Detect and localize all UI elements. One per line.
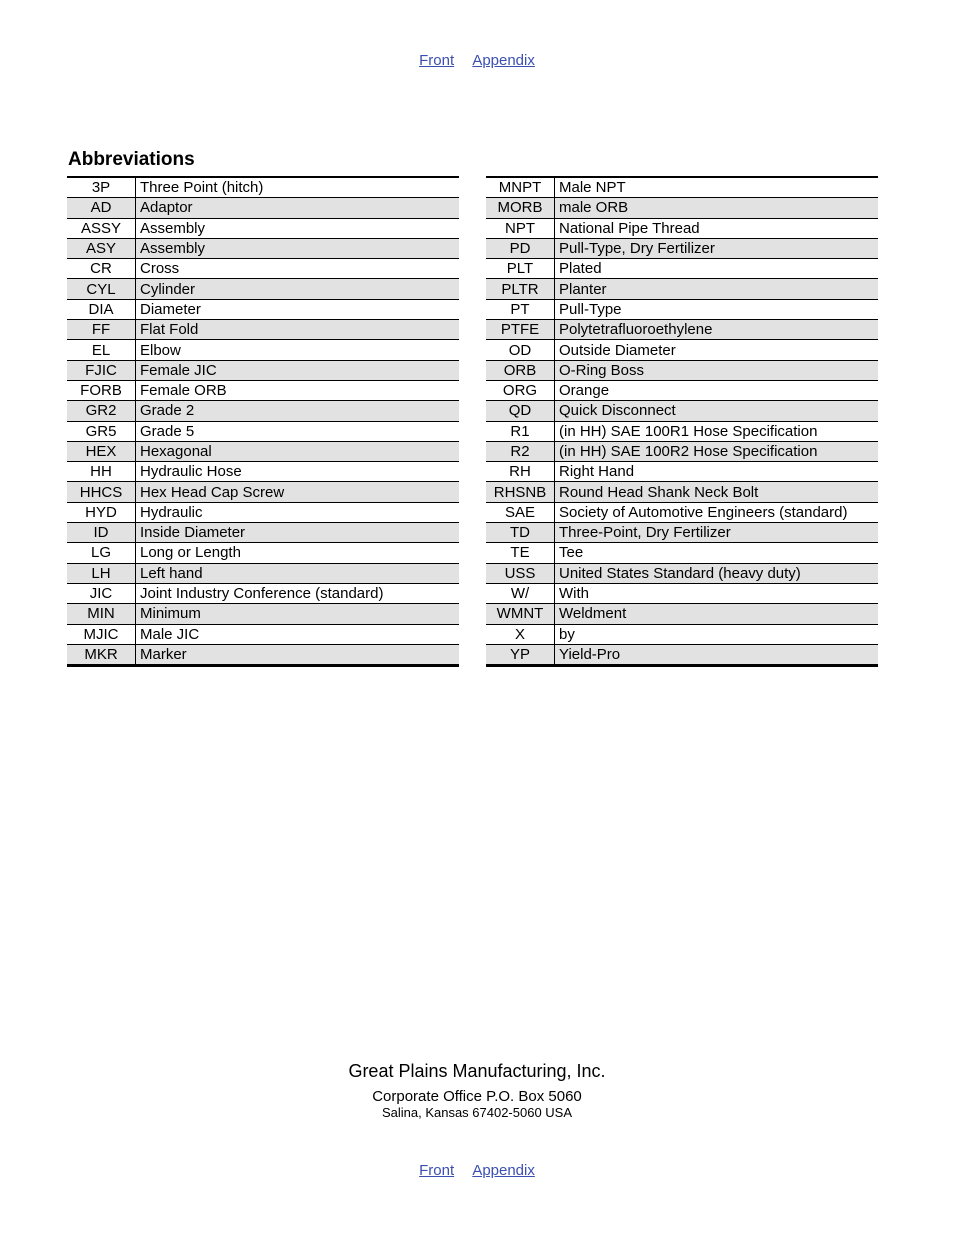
abbreviation-meaning: Right Hand [555,462,879,482]
abbreviation-code: RH [486,462,555,482]
abbreviation-meaning: Cylinder [136,279,460,299]
abbreviation-code: LG [67,543,136,563]
abbreviation-code: FF [67,320,136,340]
abbreviation-code: HHCS [67,482,136,502]
table-row [67,604,459,624]
abbreviation-meaning: Hexagonal [136,441,460,461]
abbreviation-meaning: Society of Automotive Engineers (standard) [555,502,879,522]
table-row [486,563,878,583]
table-row [67,462,459,482]
abbreviation-code: GR5 [67,421,136,441]
abbreviation-code: MJIC [67,624,136,644]
abbreviation-meaning: Joint Industry Conference (standard) [136,583,460,603]
abbreviation-meaning: Female JIC [136,360,460,380]
table-row [67,502,459,522]
table-row [67,299,459,319]
front-link[interactable]: Front [419,52,455,69]
table-row [486,238,878,258]
abbreviation-code: R2 [486,441,555,461]
table-row [67,441,459,461]
table-row [486,523,878,543]
abbreviation-code: PLTR [486,279,555,299]
abbreviation-meaning: Grade 5 [136,421,460,441]
abbreviation-meaning: Grade 2 [136,401,460,421]
abbreviation-code: HYD [67,502,136,522]
table-row [486,502,878,522]
table-row [67,624,459,644]
abbreviation-meaning: Outside Diameter [555,340,879,360]
table-row [486,421,878,441]
top-nav [0,52,954,69]
abbreviation-meaning: Assembly [136,238,460,258]
table-row [486,462,878,482]
abbreviation-meaning: Marker [136,644,460,665]
table-row [67,360,459,380]
abbreviation-code: PD [486,238,555,258]
abbreviation-code: YP [486,644,555,665]
abbreviation-meaning: Hex Head Cap Screw [136,482,460,502]
table-row [67,421,459,441]
table-row [67,644,459,665]
table-row [67,563,459,583]
abbreviation-meaning: (in HH) SAE 100R1 Hose Specification [555,421,879,441]
abbreviation-code: ID [67,523,136,543]
abbreviation-code: JIC [67,583,136,603]
abbreviation-code: ASY [67,238,136,258]
abbreviation-code: CR [67,259,136,279]
table-row [486,583,878,603]
abbreviation-meaning: O-Ring Boss [555,360,879,380]
abbreviation-code: ORG [486,380,555,400]
table-row [67,320,459,340]
table-row [67,177,459,198]
abbreviation-code: CYL [67,279,136,299]
abbreviation-code: TE [486,543,555,563]
abbreviation-meaning: National Pipe Thread [555,218,879,238]
abbreviation-meaning: Male NPT [555,177,879,198]
abbreviation-code: PT [486,299,555,319]
table-row [67,218,459,238]
abbreviation-code: ORB [486,360,555,380]
table-row [486,360,878,380]
abbreviation-meaning: Plated [555,259,879,279]
abbreviation-meaning: Round Head Shank Neck Bolt [555,482,879,502]
abbreviation-code: QD [486,401,555,421]
abbreviation-meaning: (in HH) SAE 100R2 Hose Specification [555,441,879,461]
appendix-link[interactable]: Appendix [472,1162,535,1179]
table-row [486,543,878,563]
abbreviation-code: SAE [486,502,555,522]
table-row [486,259,878,279]
company-name: Great Plains Manufacturing, Inc. [348,1061,606,1081]
table-row [67,380,459,400]
table-row [67,523,459,543]
table-row [67,401,459,421]
abbreviation-code: HEX [67,441,136,461]
table-row [486,340,878,360]
bottom-nav [0,1162,954,1179]
abbreviation-code: FJIC [67,360,136,380]
abbreviation-meaning: Cross [136,259,460,279]
table-row [67,198,459,218]
abbreviation-code: OD [486,340,555,360]
abbreviation-meaning: Polytetrafluoroethylene [555,320,879,340]
abbreviation-meaning: Three Point (hitch) [136,177,460,198]
abbreviation-meaning: United States Standard (heavy duty) [555,563,879,583]
abbreviation-meaning: Tee [555,543,879,563]
abbreviation-meaning: Flat Fold [136,320,460,340]
abbreviation-code: USS [486,563,555,583]
table-row [486,644,878,665]
abbreviation-meaning: Elbow [136,340,460,360]
table-row [486,218,878,238]
abbreviation-meaning: Left hand [136,563,460,583]
abbreviations-table-right [486,176,878,667]
abbreviation-meaning: Diameter [136,299,460,319]
table-row [486,320,878,340]
page-title: Abbreviations [68,149,195,170]
abbreviation-code: HH [67,462,136,482]
address-line: Salina, Kansas 67402-5060 USA [381,1105,573,1120]
abbreviation-meaning: With [555,583,879,603]
abbreviation-meaning: Female ORB [136,380,460,400]
abbreviation-code: PTFE [486,320,555,340]
abbreviation-meaning: Hydraulic Hose [136,462,460,482]
table-row [486,177,878,198]
abbreviation-code: DIA [67,299,136,319]
abbreviations-table-left [67,176,459,667]
abbreviation-code: R1 [486,421,555,441]
abbreviation-code: EL [67,340,136,360]
abbreviation-code: RHSNB [486,482,555,502]
table-row [67,259,459,279]
table-row [67,583,459,603]
abbreviation-meaning: Yield-Pro [555,644,879,665]
appendix-link[interactable]: Appendix [472,52,535,69]
abbreviation-meaning: Three-Point, Dry Fertilizer [555,523,879,543]
office-line: Corporate Office P.O. Box 5060 [372,1088,582,1105]
table-row [67,340,459,360]
abbreviation-code: X [486,624,555,644]
table-row [67,543,459,563]
abbreviation-meaning: male ORB [555,198,879,218]
abbreviation-meaning: Planter [555,279,879,299]
abbreviation-meaning: Orange [555,380,879,400]
table-row [486,401,878,421]
abbreviation-meaning: Pull-Type, Dry Fertilizer [555,238,879,258]
abbreviation-code: MORB [486,198,555,218]
abbreviation-code: 3P [67,177,136,198]
table-row [486,279,878,299]
table-row [486,441,878,461]
abbreviation-code: MNPT [486,177,555,198]
table-row [67,482,459,502]
abbreviation-meaning: Hydraulic [136,502,460,522]
table-row [486,380,878,400]
abbreviation-code: MIN [67,604,136,624]
table-row [486,299,878,319]
table-row [67,238,459,258]
abbreviation-code: ASSY [67,218,136,238]
abbreviation-code: LH [67,563,136,583]
abbreviation-meaning: Assembly [136,218,460,238]
table-row [486,198,878,218]
table-row [67,279,459,299]
abbreviation-meaning: Adaptor [136,198,460,218]
table-row [486,482,878,502]
abbreviation-code: PLT [486,259,555,279]
abbreviation-meaning: Inside Diameter [136,523,460,543]
abbreviation-meaning: Pull-Type [555,299,879,319]
abbreviation-meaning: by [555,624,879,644]
abbreviation-meaning: Minimum [136,604,460,624]
abbreviation-code: AD [67,198,136,218]
abbreviation-meaning: Long or Length [136,543,460,563]
abbreviation-code: W/ [486,583,555,603]
abbreviation-code: NPT [486,218,555,238]
abbreviation-code: MKR [67,644,136,665]
abbreviation-meaning: Male JIC [136,624,460,644]
abbreviation-code: TD [486,523,555,543]
abbreviation-code: WMNT [486,604,555,624]
table-row [486,624,878,644]
front-link[interactable]: Front [419,1162,455,1179]
abbreviation-code: GR2 [67,401,136,421]
table-row [486,604,878,624]
abbreviation-meaning: Quick Disconnect [555,401,879,421]
abbreviation-meaning: Weldment [555,604,879,624]
abbreviation-code: FORB [67,380,136,400]
